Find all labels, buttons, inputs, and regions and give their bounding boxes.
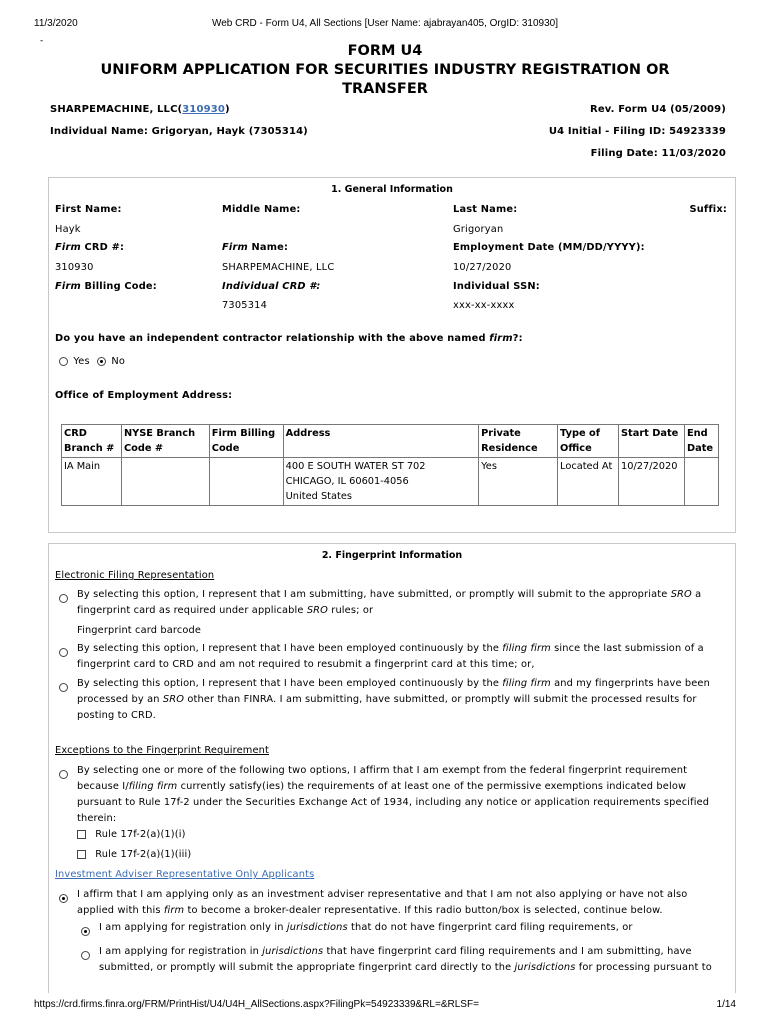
middle-name-label: Middle Name: — [222, 204, 301, 215]
print-header — [34, 18, 736, 32]
contractor-radio-group — [59, 356, 125, 367]
cell-address: 400 E SOUTH WATER ST 702 CHICAGO, IL 60601-4056 United States — [283, 458, 478, 506]
no-label: No — [111, 356, 126, 367]
section-title: 2. Fingerprint Information — [321, 550, 463, 561]
iar-heading-link[interactable]: Investment Adviser Representative Only Applicants — [55, 869, 315, 880]
cell-nyse — [121, 458, 209, 506]
firm-id-link[interactable]: 310930 — [182, 104, 225, 115]
form-title-line1: FORM U4 — [347, 43, 423, 59]
firm-crd-value: 310930 — [55, 262, 94, 273]
firm-name-value: SHARPEMACHINE, LLC — [222, 262, 335, 273]
first-name-value: Hayk — [55, 224, 81, 235]
firm-name: SHARPEMACHINE, LLC(310930) — [50, 104, 230, 115]
col-nyse-branch: NYSE Branch Code # — [121, 425, 209, 458]
individual-crd-label: Individual CRD #: — [222, 281, 321, 292]
iar-only-radio[interactable] — [59, 894, 68, 903]
individual-name: Individual Name: Grigoryan, Hayk (7305314) — [50, 126, 308, 137]
individual-ssn-label: Individual SSN: — [453, 281, 540, 292]
yes-radio[interactable] — [59, 357, 68, 366]
col-start-date: Start Date — [618, 425, 684, 458]
barcode-label: Fingerprint card barcode — [77, 625, 202, 636]
iar-with-requirement-radio[interactable] — [81, 951, 90, 960]
exceptions-text: By selecting one or more of the following two options, I affirm that I am exempt from the federal fingerprint requirement because I/filing firm currently satisfy(ies) the requirements of at least one of the permissive exemptions indicated below pursuant to Rule 17f-2 under the Securities Exchange Act of 1934, including any notice or application requirements specified therein: — [77, 765, 710, 824]
iar-only-text: I affirm that I am applying only as an investment adviser representative and that I am not also applying or have not also applied with this firm to become a broker-dealer representative. If this radio button/box is selected, continue below. — [77, 889, 688, 916]
iar-no-requirement-radio[interactable] — [81, 927, 90, 936]
office-address-label: Office of Employment Address: — [55, 390, 233, 401]
page-number: 1/14 — [716, 999, 736, 1010]
office-address-table — [61, 424, 719, 506]
section-title: 1. General Information — [331, 184, 453, 195]
col-crd-branch: CRD Branch # — [62, 425, 122, 458]
firm-billing-label: Firm Billing Code: — [55, 281, 157, 292]
rule-2-label: Rule 17f-2(a)(1)(iii) — [95, 849, 192, 860]
individual-crd-value: 7305314 — [222, 300, 268, 311]
meta-row-1 — [50, 104, 726, 115]
fingerprint-information-section — [48, 543, 736, 993]
print-date: 11/3/2020 — [34, 18, 78, 29]
cell-private: Yes — [479, 458, 558, 506]
table-row — [62, 458, 719, 506]
cell-crd-branch: IA Main — [62, 458, 122, 506]
col-private-residence: Private Residence — [479, 425, 558, 458]
form-title-line2: UNIFORM APPLICATION FOR SECURITIES INDUSTRY REGISTRATION OR — [100, 62, 670, 78]
form-title — [34, 42, 736, 99]
exceptions-radio[interactable] — [59, 770, 68, 779]
rule-1-label: Rule 17f-2(a)(1)(i) — [95, 829, 186, 840]
filing-id: U4 Initial - Filing ID: 54923339 — [548, 126, 726, 137]
cell-end — [684, 458, 718, 506]
last-name-value: Grigoryan — [453, 224, 504, 235]
last-name-label: Last Name: — [453, 204, 518, 215]
fingerprint-option-3-radio[interactable] — [59, 683, 68, 692]
col-type-of-office: Type of Office — [558, 425, 619, 458]
yes-label: Yes — [73, 356, 90, 367]
individual-ssn-value: xxx-xx-xxxx — [453, 300, 515, 311]
rule-1-row — [77, 827, 186, 843]
col-firm-billing: Firm Billing Code — [209, 425, 283, 458]
col-end-date: End Date — [684, 425, 718, 458]
cell-billing — [209, 458, 283, 506]
fingerprint-option-3-text: By selecting this option, I represent that I have been employed continuously by the filing firm and my fingerprints have been processed by an SRO other than FINRA. I am submitting, have submitted, or promptly will submit the processed results for posting to CRD. — [77, 678, 710, 721]
exceptions-heading: Exceptions to the Fingerprint Requirement — [55, 745, 269, 756]
form-title-line3: TRANSFER — [342, 81, 428, 97]
print-footer — [34, 999, 736, 1010]
dash-mark: - — [40, 36, 44, 46]
footer-url: https://crd.firms.finra.org/FRM/PrintHist/U4/U4H_AllSections.aspx?FilingPk=54923339&RL=&RLSF= — [34, 999, 479, 1010]
employment-date-label: Employment Date (MM/DD/YYYY): — [453, 242, 645, 253]
print-title: Web CRD - Form U4, All Sections [User Name: ajabrayan405, OrgID: 310930] — [211, 18, 559, 29]
fingerprint-option-1-radio[interactable] — [59, 594, 68, 603]
table-header-row — [62, 425, 719, 458]
cell-start: 10/27/2020 — [618, 458, 684, 506]
no-radio[interactable] — [97, 357, 106, 366]
filing-date: Filing Date: 11/03/2020 — [590, 148, 726, 159]
rev-form: Rev. Form U4 (05/2009) — [590, 104, 726, 115]
rule-1-checkbox[interactable] — [77, 830, 86, 839]
cell-type: Located At — [558, 458, 619, 506]
rule-2-checkbox[interactable] — [77, 850, 86, 859]
col-address: Address — [283, 425, 478, 458]
general-information-section — [48, 177, 736, 533]
first-name-label: First Name: — [55, 204, 122, 215]
iar-with-requirement-text: I am applying for registration in jurisdictions that have fingerprint card filing requirements and I am submitting, have submitted, or promptly will submit the appropriate fingerprint card directly to the jurisdictions for processing pursuant to — [99, 946, 712, 973]
meta-row-2 — [50, 126, 726, 137]
efr-heading: Electronic Filing Representation — [55, 570, 215, 581]
firm-name-label: Firm Name: — [222, 242, 289, 253]
contractor-question: Do you have an independent contractor relationship with the above named firm?: — [55, 333, 523, 344]
fingerprint-option-1-text: By selecting this option, I represent that I am submitting, have submitted, or promptly will submit to the appropriate SRO a fingerprint card as required under applicable SRO rules; or Fingerprint card barcode — [77, 587, 701, 639]
suffix-label: Suffix: — [689, 204, 727, 215]
employment-date-value: 10/27/2020 — [453, 262, 512, 273]
fingerprint-option-2-text: By selecting this option, I represent that I have been employed continuously by the filing firm since the last submission of a fingerprint card to CRD and am not required to resubmit a fingerprint card at this time; or, — [77, 643, 704, 670]
iar-no-requirement-text: I am applying for registration only in jurisdictions that do not have fingerprint card filing requirements, or — [99, 922, 633, 933]
fingerprint-option-2-radio[interactable] — [59, 648, 68, 657]
rule-2-row — [77, 847, 191, 863]
firm-crd-label: Firm CRD #: — [55, 242, 125, 253]
